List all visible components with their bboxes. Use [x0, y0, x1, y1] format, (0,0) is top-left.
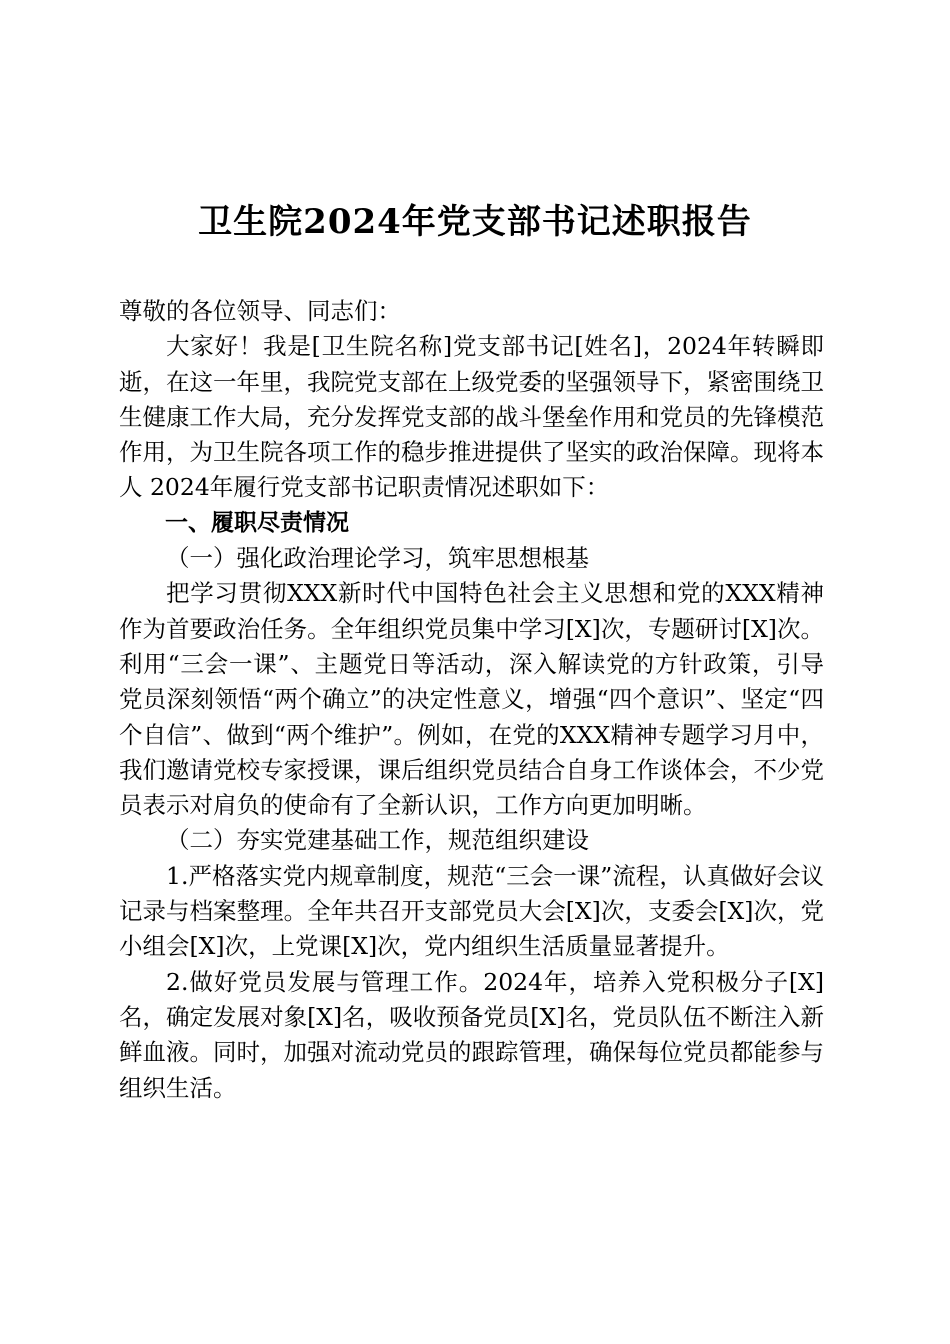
salutation: 尊敬的各位领导、同志们： [119, 297, 401, 325]
subsection-1-paragraph: 把学习贯彻XXX新时代中国特色社会主义思想和党的XXX精神作为首要政治任务。全年组织党员集中学习[X]次，专题研讨[X]次。利用“三会一课”、主题党日等活动，深入解读党的方针政策，引导党员深刻领悟“两个确立”的决定性意义，增强“四个意识”、坚定“四个自信”、做到“两个维护”。例如，在党的XXX精神专题学习月中，我们邀请党校专家授课，课后组织党员结合自身工作谈体会，不少党员表示对肩负的使命有了全新认识，工作方向更加明晰。 [119, 579, 824, 820]
list-item-1: 1.严格落实党内规章制度，规范“三会一课”流程，认真做好会议记录与档案整理。全年共召开支部党员大会[X]次，支委会[X]次，党小组会[X]次，上党课[X]次，党内组织生活质量显著提升。 [119, 861, 824, 961]
subsection-heading-2: （二）夯实党建基础工作，规范组织建设 [166, 826, 589, 855]
subsection-heading-1: （一）强化政治理论学习，筑牢思想根基 [166, 544, 589, 573]
list-item-2: 2.做好党员发展与管理工作。2024年，培养入党积极分子[X]名，确定发展对象[X]名，吸收预备党员[X]名，党员队伍不断注入新鲜血液。同时，加强对流动党员的跟踪管理，确保每位党员都能参与组织生活。 [119, 967, 824, 1102]
document-title: 卫生院2024年党支部书记述职报告 [198, 202, 752, 242]
section-heading-1: 一、履职尽责情况 [165, 509, 349, 536]
intro-paragraph: 大家好！我是[卫生院名称]党支部书记[姓名]，2024年转瞬即逝，在这一年里，我院党支部在上级党委的坚强领导下，紧密围绕卫生健康工作大局，充分发挥党支部的战斗堡垒作用和党员的先锋模范作用，为卫生院各项工作的稳步推进提供了坚实的政治保障。现将本人 2024年履行党支部书记职责情况述职如下： [119, 332, 824, 502]
document-body [119, 294, 824, 1106]
